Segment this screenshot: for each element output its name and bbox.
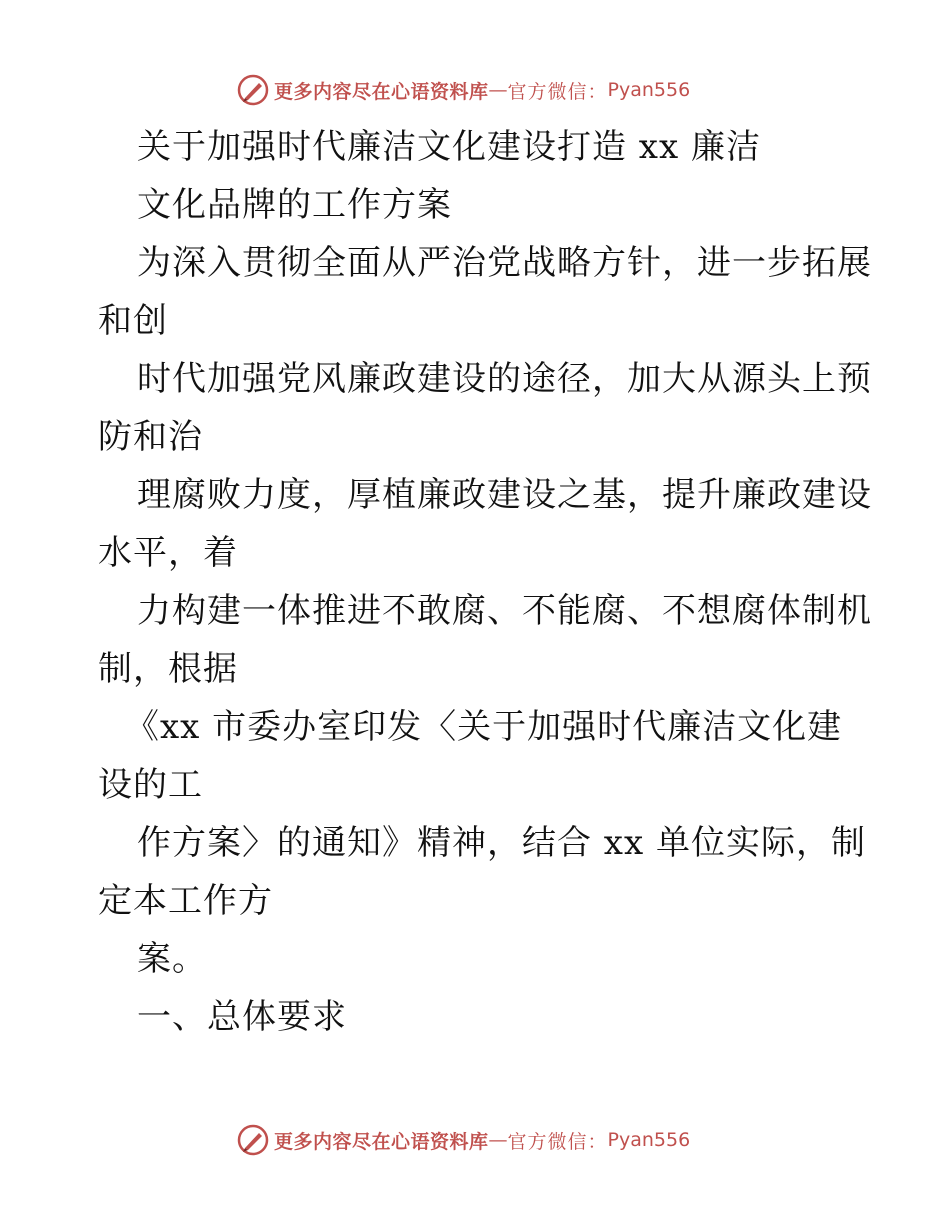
doc-text-line: 设的工 <box>98 765 203 805</box>
watermark-wechat-label: 官方微信： <box>507 1130 608 1153</box>
doc-text-line: 防和治 <box>98 417 203 457</box>
watermark-dash: — <box>488 1129 508 1151</box>
doc-text-line: 作方案〉的通知》精神，结合 xx 单位实际，制 <box>137 823 866 863</box>
doc-text-line: 力构建一体推进不敢腐、不能腐、不想腐体制机 <box>137 591 872 631</box>
watermark-text: 更多内容尽在心语资料库 <box>274 80 489 103</box>
doc-text-line: 和创 <box>98 301 168 341</box>
section-heading: 一、总体要求 <box>137 997 347 1037</box>
doc-text-line: 水平，着 <box>98 533 238 573</box>
doc-title-line-2: 文化品牌的工作方案 <box>137 185 452 225</box>
pen-logo-icon <box>236 73 270 107</box>
watermark-wechat-id: Pyan556 <box>607 79 691 101</box>
watermark-footer <box>236 1122 690 1158</box>
watermark-wechat-label: 官方微信： <box>507 80 608 103</box>
doc-text-line: 制，根据 <box>98 649 238 689</box>
watermark-header <box>236 72 690 108</box>
doc-text-line: 《xx 市委办室印发〈关于加强时代廉洁文化建 <box>125 707 843 747</box>
doc-text-line: 为深入贯彻全面从严治党战略方针，进一步拓展 <box>137 243 872 283</box>
watermark-dash: — <box>488 79 508 101</box>
watermark-text: 更多内容尽在心语资料库 <box>274 1130 489 1153</box>
pen-logo-icon <box>236 1123 270 1157</box>
doc-text-line: 定本工作方 <box>98 881 273 921</box>
doc-title-line-1: 关于加强时代廉洁文化建设打造 xx 廉洁 <box>137 127 761 167</box>
doc-text-line: 理腐败力度，厚植廉政建设之基，提升廉政建设 <box>137 475 872 515</box>
doc-text-line: 案。 <box>137 939 207 979</box>
doc-text-line: 时代加强党风廉政建设的途径，加大从源头上预 <box>137 359 872 399</box>
watermark-wechat-id: Pyan556 <box>607 1129 691 1151</box>
